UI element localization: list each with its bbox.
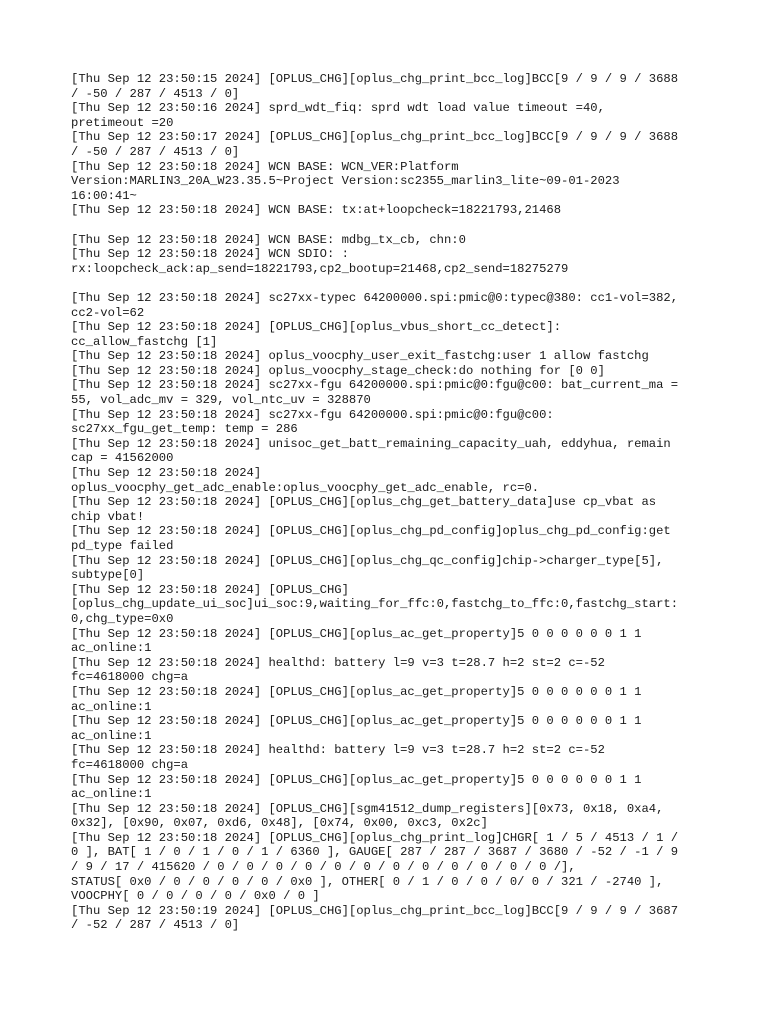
log-line: ac_online:1 [71,699,152,714]
log-line: cc_allow_fastchg [1] [71,334,218,349]
log-line: oplus_voocphy_get_adc_enable:oplus_voocphy_get_adc_enable, rc=0. [71,480,540,495]
log-line: VOOCPHY[ 0 / 0 / 0 / 0 / 0x0 / 0 ] [71,889,320,904]
log-line: [Thu Sep 12 23:50:15 2024] [OPLUS_CHG][oplus_chg_print_bcc_log]BCC[9 / 9 / 9 / 3688 [71,72,679,86]
log-line: / -52 / 287 / 4513 / 0] [71,918,240,933]
log-line: [Thu Sep 12 23:50:18 2024] WCN BASE: tx:at+loopcheck=18221793,21468 [71,203,562,218]
log-line: [Thu Sep 12 23:50:18 2024] [OPLUS_CHG][oplus_ac_get_property]5 0 0 0 0 0 0 1 1 [71,714,642,729]
log-line: ac_online:1 [71,641,152,656]
log-line: / 9 / 17 / 415620 / 0 / 0 / 0 / 0 / 0 / 0 / 0 / 0 / 0 / 0 / 0 / 0 /], [71,860,576,875]
log-line: [Thu Sep 12 23:50:18 2024] WCN SDIO: : [71,247,349,262]
log-line [71,276,711,291]
log-line: [Thu Sep 12 23:50:18 2024] sc27xx-fgu 64200000.spi:pmic@0:fgu@c00: bat_current_ma = [71,378,679,393]
log-line: pd_type failed [71,539,174,553]
kernel-log-text [71,72,711,933]
log-line: ac_online:1 [71,787,152,802]
log-line: [Thu Sep 12 23:50:19 2024] [OPLUS_CHG][oplus_chg_print_bcc_log]BCC[9 / 9 / 9 / 3687 [71,903,679,918]
log-line: fc=4618000 chg=a [71,757,189,772]
log-line: [Thu Sep 12 23:50:16 2024] sprd_wdt_fiq: sprd wdt load value timeout =40, [71,101,605,116]
log-line: [Thu Sep 12 23:50:18 2024] [OPLUS_CHG] [71,582,349,597]
log-line: [Thu Sep 12 23:50:18 2024] [OPLUS_CHG][oplus_vbus_short_cc_detect]: [71,320,562,335]
log-line: [Thu Sep 12 23:50:18 2024] healthd: battery l=9 v=3 t=28.7 h=2 st=2 c=-52 [71,655,605,670]
log-line: STATUS[ 0x0 / 0 / 0 / 0 / 0 / 0x0 ], OTHER[ 0 / 1 / 0 / 0 / 0/ 0 / 321 / -2740 ], [71,874,664,889]
log-line: 55, vol_adc_mv = 329, vol_ntc_uv = 328870 [71,393,371,408]
log-line: / -50 / 287 / 4513 / 0] [71,144,240,159]
log-line: subtype[0] [71,568,145,583]
log-line: ac_online:1 [71,728,152,743]
log-line: rx:loopcheck_ack:ap_send=18221793,cp2_bootup=21468,cp2_send=18275279 [71,261,569,276]
log-line: [Thu Sep 12 23:50:18 2024] [OPLUS_CHG][sgm41512_dump_registers][0x73, 0x18, 0xa4, [71,801,664,816]
log-line: [Thu Sep 12 23:50:18 2024] sc27xx-fgu 64200000.spi:pmic@0:fgu@c00: [71,407,554,422]
log-line: [Thu Sep 12 23:50:18 2024] healthd: battery l=9 v=3 t=28.7 h=2 st=2 c=-52 [71,743,605,758]
log-line: chip vbat! [71,509,145,524]
log-line: [Thu Sep 12 23:50:18 2024] [OPLUS_CHG][oplus_chg_pd_config]oplus_chg_pd_config:get [71,524,671,539]
log-line: [Thu Sep 12 23:50:18 2024] oplus_voocphy_stage_check:do nothing for [0 0] [71,363,605,378]
log-line [71,218,711,233]
log-line: 0 ], BAT[ 1 / 0 / 1 / 0 / 1 / 6360 ], GAUGE[ 287 / 287 / 3687 / 3680 / -52 / -1 / 9 [71,845,679,860]
log-line: [Thu Sep 12 23:50:17 2024] [OPLUS_CHG][oplus_chg_print_bcc_log]BCC[9 / 9 / 9 / 3688 [71,130,679,145]
log-line: [Thu Sep 12 23:50:18 2024] [OPLUS_CHG][oplus_ac_get_property]5 0 0 0 0 0 0 1 1 [71,772,642,787]
log-line: [Thu Sep 12 23:50:18 2024] [OPLUS_CHG][oplus_chg_qc_config]chip->charger_type[5], [71,553,664,568]
log-line: [Thu Sep 12 23:50:18 2024] oplus_voocphy_user_exit_fastchg:user 1 allow fastchg [71,349,649,364]
log-line: [Thu Sep 12 23:50:18 2024] [71,466,262,481]
log-line: pretimeout =20 [71,115,174,130]
log-line: / -50 / 287 / 4513 / 0] [71,86,240,101]
log-line: cc2-vol=62 [71,305,145,320]
log-line: fc=4618000 chg=a [71,670,189,685]
log-line: [Thu Sep 12 23:50:18 2024] [OPLUS_CHG][oplus_chg_print_log]CHGR[ 1 / 5 / 4513 / 1 / [71,830,679,845]
log-line: [Thu Sep 12 23:50:18 2024] WCN BASE: WCN_VER:Platform [71,159,459,174]
log-line: sc27xx_fgu_get_temp: temp = 286 [71,422,298,437]
log-line: [Thu Sep 12 23:50:18 2024] [OPLUS_CHG][oplus_ac_get_property]5 0 0 0 0 0 0 1 1 [71,684,642,699]
log-line: 0x32], [0x90, 0x07, 0xd6, 0x48], [0x74, 0x00, 0xc3, 0x2c] [71,816,488,831]
log-line: Version:MARLIN3_20A_W23.35.5~Project Version:sc2355_marlin3_lite~09-01-2023 [71,174,620,189]
log-line: [Thu Sep 12 23:50:18 2024] [OPLUS_CHG][oplus_chg_get_battery_data]use cp_vbat as [71,495,657,510]
log-line: [Thu Sep 12 23:50:18 2024] [OPLUS_CHG][oplus_ac_get_property]5 0 0 0 0 0 0 1 1 [71,626,642,641]
log-line: [Thu Sep 12 23:50:18 2024] WCN BASE: mdbg_tx_cb, chn:0 [71,232,466,247]
log-line: [oplus_chg_update_ui_soc]ui_soc:9,waiting_for_ffc:0,fastchg_to_ffc:0,fastchg_start: [71,597,679,612]
log-line: cap = 41562000 [71,451,174,466]
log-line: [Thu Sep 12 23:50:18 2024] sc27xx-typec 64200000.spi:pmic@0:typec@380: cc1-vol=382, [71,290,679,305]
log-line: 16:00:41~ [71,188,137,203]
log-line: [Thu Sep 12 23:50:18 2024] unisoc_get_batt_remaining_capacity_uah, eddyhua, remain [71,436,671,451]
log-line: 0,chg_type=0x0 [71,611,174,626]
